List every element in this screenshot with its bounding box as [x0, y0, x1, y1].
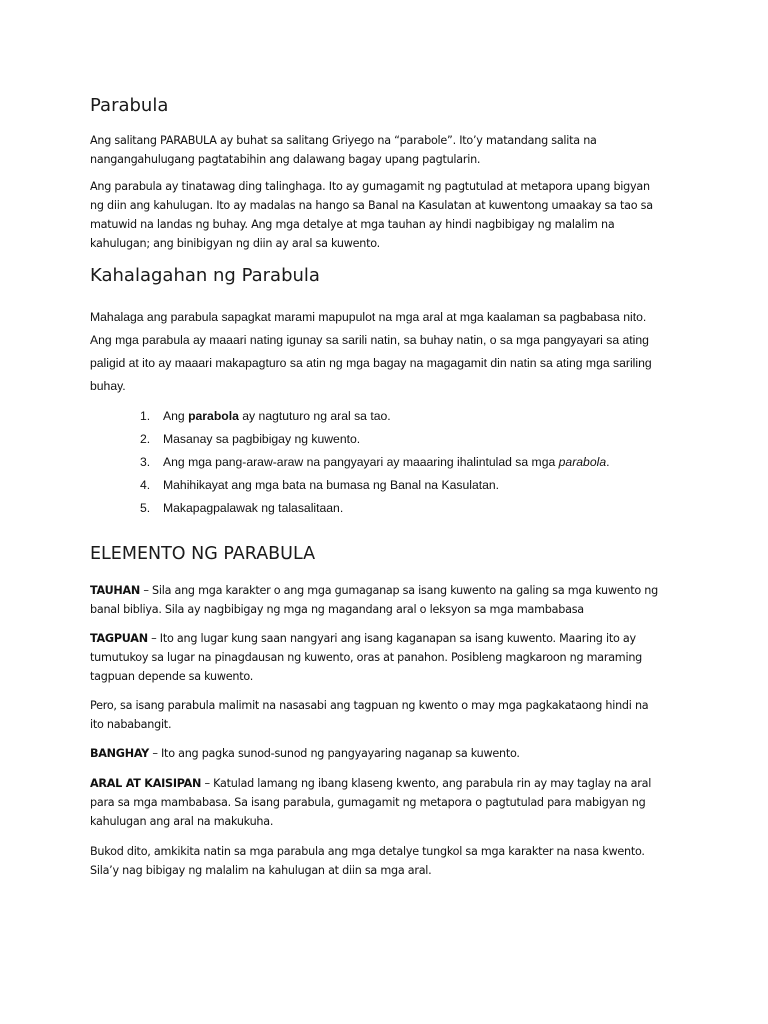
- term-banghay: BANGHAY: [90, 747, 150, 760]
- text-line: kahulugan; ang binibigyan ng diin ay aral sa kuwento.: [90, 237, 380, 250]
- list-text: Makapagpalawak ng talasalitaan.: [163, 501, 344, 515]
- heading-elemento: ELEMENTO NG PARABULA: [90, 544, 316, 564]
- text-line: Pero, sa isang parabula malimit na nasasabi ang tagpuan ng kwento o may mga pagkakataong hindi na: [90, 699, 649, 712]
- text-line: kahulugan ang aral na makukuha.: [90, 815, 274, 828]
- list-text: Ang: [163, 409, 189, 423]
- term-tauhan: TAUHAN: [90, 584, 141, 597]
- text-line: banal bibliya. Sila ay nagbibigay ng mga ng magandang aral o leksyon sa mga mambabasa: [90, 603, 584, 616]
- term-aral-at-kaisipan: ARAL AT KAISIPAN: [90, 777, 202, 790]
- list-text: ay nagtuturo ng aral sa tao.: [238, 409, 391, 423]
- heading-parabula: Parabula: [90, 95, 169, 116]
- text-line: Sila’y nag bibigay ng malalim na kahulugan at diin sa mga aral.: [90, 864, 432, 877]
- list-text-bold: parabola: [188, 409, 239, 423]
- list-text-italic: parabola: [558, 455, 607, 469]
- text-line: [90, 630, 636, 647]
- text-line: Ang mga parabula ay maaari nating igunay sa sarili natin, sa buhay natin, o sa mga pangyayari sa ating: [90, 333, 649, 347]
- list-text: Mahihikayat ang mga bata na bumasa ng Banal na Kasulatan.: [163, 478, 500, 492]
- list-number: 1.: [140, 409, 151, 423]
- list-text: Masanay sa pagbibigay ng kuwento.: [163, 432, 361, 446]
- text-line: Ang salitang PARABULA ay buhat sa salitang Griyego na “parabole”. Ito’y matandang salita na: [90, 134, 597, 147]
- definition-text: – Ito ang lugar kung saan nangyari ang isang kaganapan sa isang kuwento. Maaring ito ay: [147, 632, 636, 645]
- text-line: Mahalaga ang parabula sapagkat marami mapupulot na mga aral at mga kaalaman sa pagbabasa nito.: [90, 310, 647, 324]
- text-line: Bukod dito, amkikita natin sa mga parabula ang mga detalye tungkol sa mga karakter na nasa kwento.: [90, 845, 645, 858]
- list-number: 3.: [140, 455, 151, 469]
- text-line: tumutukoy sa lugar na pinagdausan ng kuwento, oras at panahon. Posibleng magkaroon ng maraming: [90, 651, 643, 664]
- definition-text: – Sila ang mga karakter o ang mga gumaganap sa isang kuwento na galing sa mga kuwento ng: [140, 584, 658, 597]
- term-tagpuan: TAGPUAN: [90, 632, 148, 645]
- list-item: [140, 409, 391, 423]
- text-line: matuwid na landas ng buhay. Ang mga detalye at mga tauhan ay hindi nagbibigay ng malalim na: [90, 218, 615, 231]
- list-item: [140, 478, 499, 492]
- heading-kahalagahan: Kahalagahan ng Parabula: [90, 265, 320, 286]
- text-line: nangangahulugang pagtatabihin ang dalawang bagay upang pagtularin.: [90, 153, 481, 166]
- text-line: Ang parabula ay tinatawag ding talinghaga. Ito ay gumagamit ng pagtutulad at metapora upang bigyan: [90, 180, 650, 193]
- text-line: [90, 745, 520, 762]
- list-number: 2.: [140, 432, 151, 446]
- text-line: [90, 582, 658, 599]
- definition-text: – Katulad lamang ng ibang klaseng kwento, ang parabula rin ay may taglay na aral: [201, 777, 652, 790]
- text-line: [90, 775, 651, 792]
- text-line: ng diin ang kahulugan. Ito ay madalas na hango sa Banal na Kasulatan at kuwentong umaakay sa tao sa: [90, 199, 653, 212]
- text-line: para sa mga mambabasa. Sa isang parabula, gumagamit ng metapora o pagtutulad para mabigyan ng: [90, 796, 646, 809]
- text-line: buhay.: [90, 379, 126, 393]
- list-item: [140, 432, 360, 446]
- list-item: [140, 501, 343, 515]
- definition-text: – Ito ang pagka sunod-sunod ng pangyayaring naganap sa kuwento.: [149, 747, 520, 760]
- list-number: 5.: [140, 501, 151, 515]
- text-line: ito nababangit.: [90, 718, 172, 731]
- list-item: [140, 455, 609, 469]
- list-text: .: [606, 455, 610, 469]
- list-number: 4.: [140, 478, 151, 492]
- text-line: tagpuan depende sa kuwento.: [90, 670, 254, 683]
- text-line: paligid at ito ay maaari makapagturo sa atin ng mga bagay na magagamit din natin sa ating mga sariling: [90, 356, 652, 370]
- list-text: Ang mga pang-araw-araw na pangyayari ay maaaring ihalintulad sa mga: [163, 455, 559, 469]
